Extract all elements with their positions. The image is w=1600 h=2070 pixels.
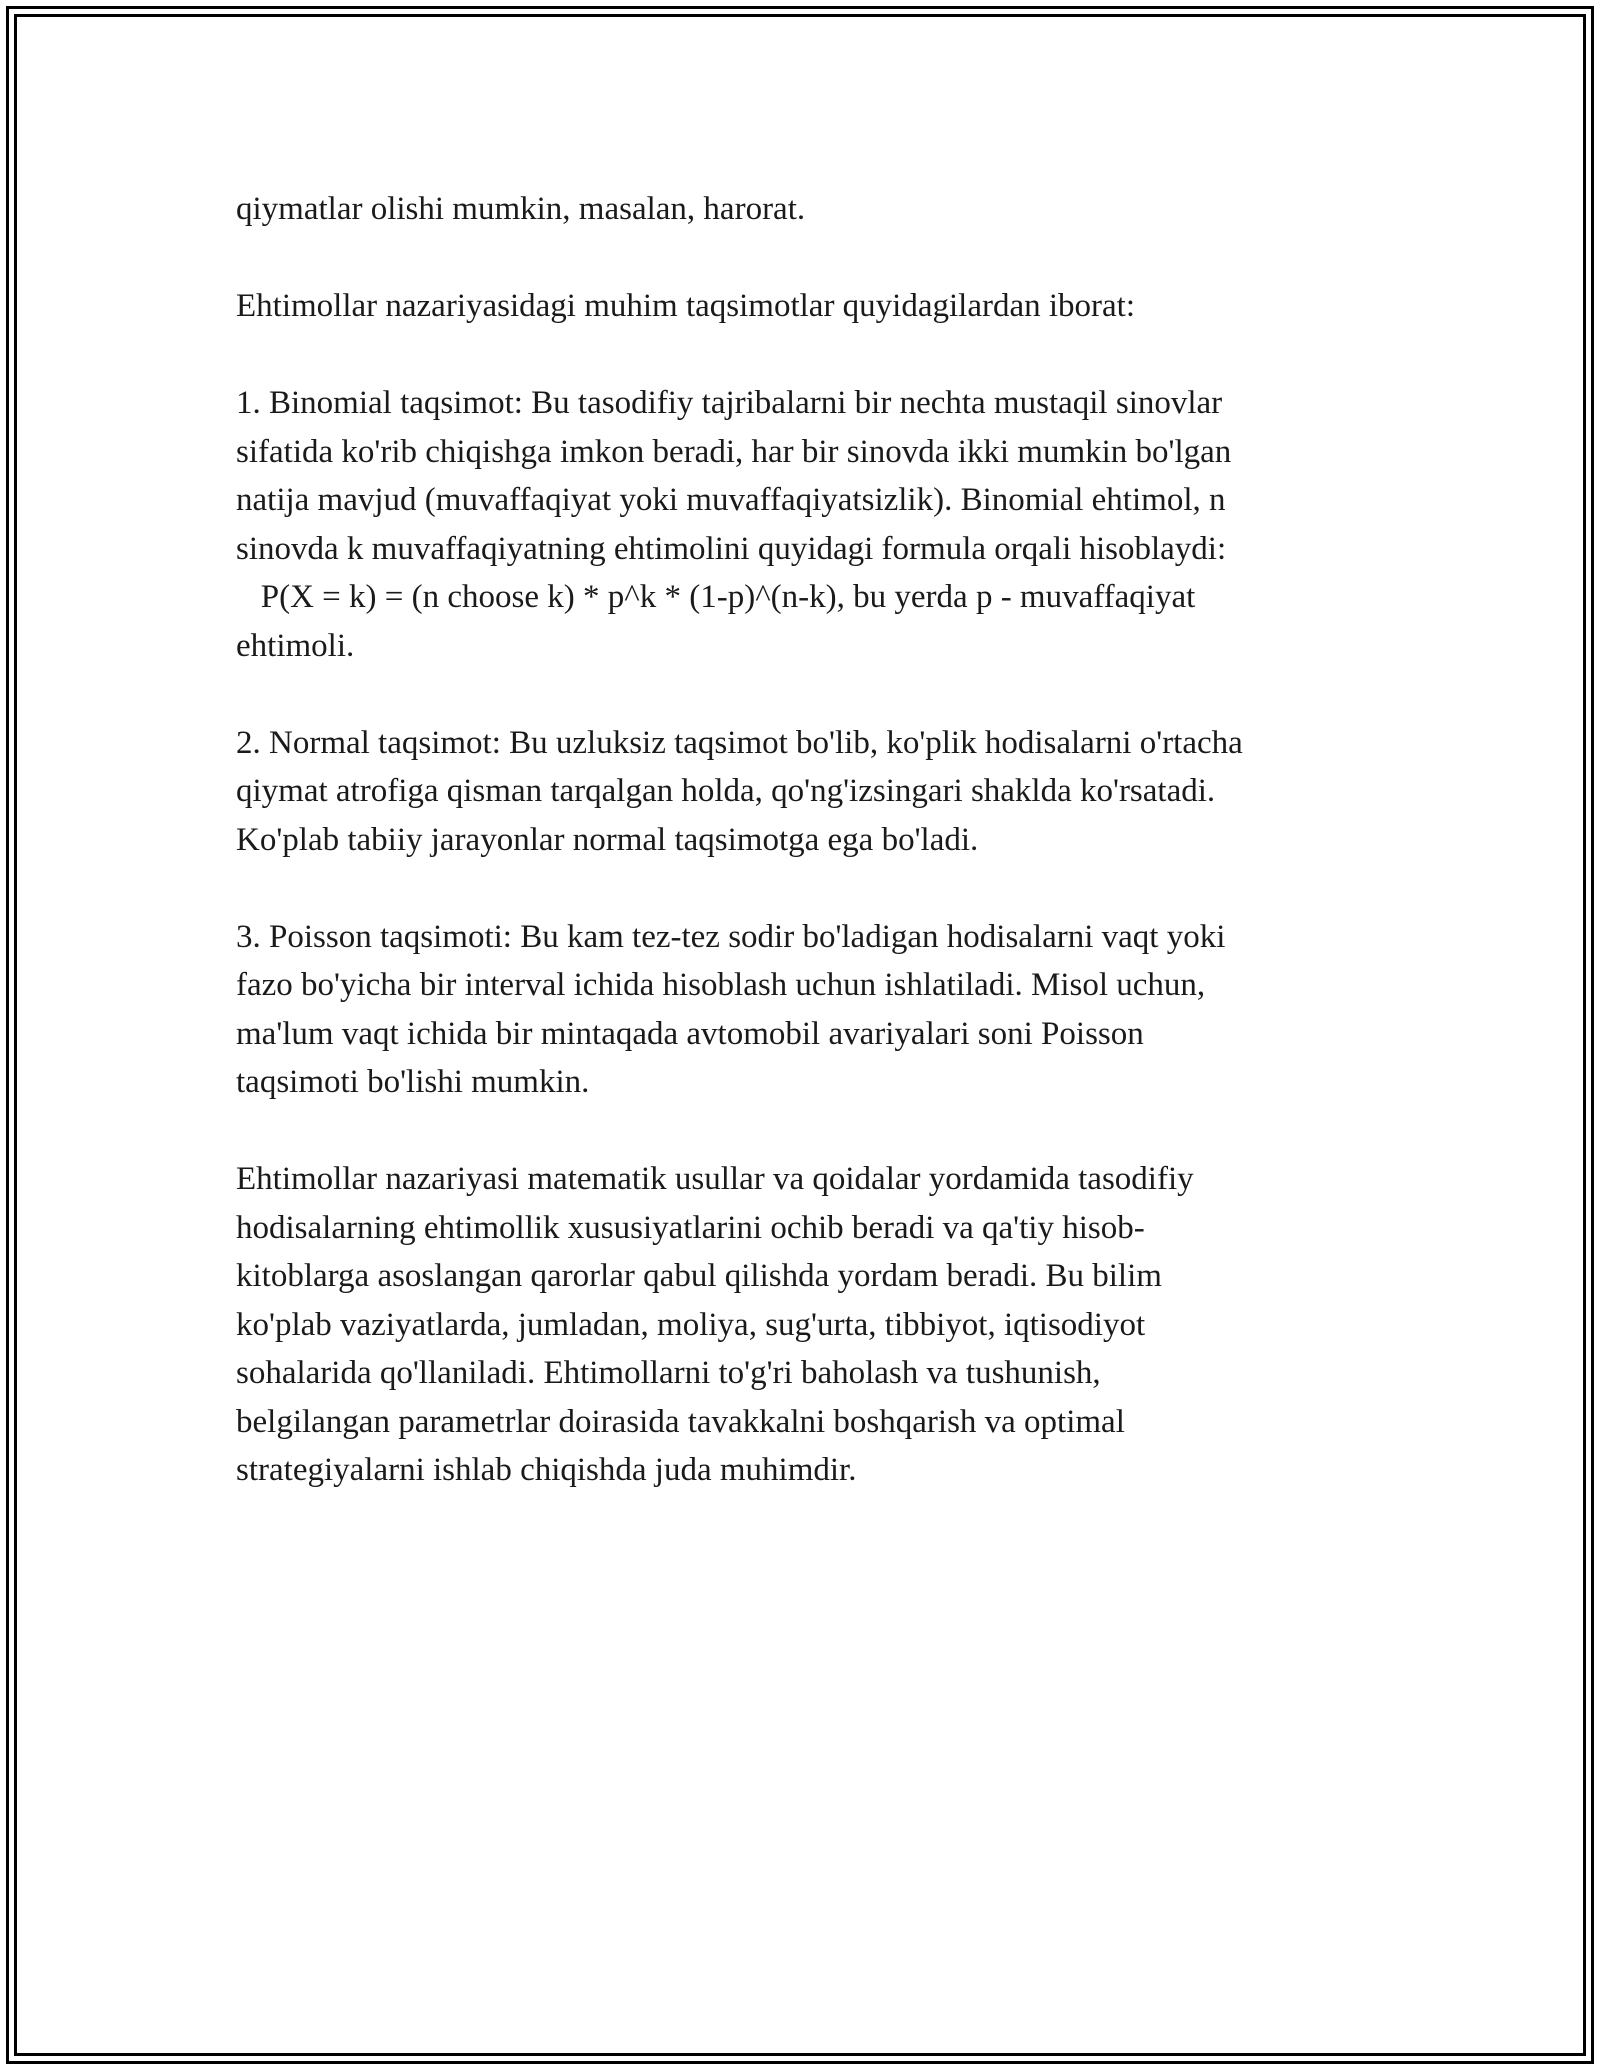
text-line: Ehtimollar nazariyasi matematik usullar va qoidalar yordamida tasodifiy — [236, 1161, 1194, 1197]
document-body — [236, 185, 1406, 1495]
text-line: belgilangan parametrlar doirasida tavakkalni boshqarish va optimal — [236, 1403, 1125, 1440]
paragraph-gap — [236, 234, 1406, 283]
text-line: 1. Binomial taqsimot: Bu tasodifiy tajribalarni bir nechta mustaqil sinovlar — [236, 385, 1223, 421]
binomial-formula-line: P(X = k) = (n choose k) * p^k * (1-p)^(n-k), bu yerda p - muvaffaqiyat — [236, 579, 1196, 615]
text-line: taqsimoti bo'lishi mumkin. — [236, 1064, 590, 1100]
text-line: strategiyalarni ishlab chiqishda juda muhimdir. — [236, 1452, 857, 1488]
paragraph-normal — [236, 719, 1406, 865]
paragraph-poisson — [236, 913, 1406, 1107]
text-line: fazo bo'yicha bir interval ichida hisoblash uchun ishlatiladi. Misol uchun, — [236, 967, 1206, 1003]
text-line: sifatida ko'rib chiqishga imkon beradi, har bir sinovda ikki mumkin bo'lgan — [236, 433, 1232, 470]
text-line: ehtimoli. — [236, 627, 355, 664]
paragraph-gap — [236, 670, 1406, 719]
text-line: sohalarida qo'llaniladi. Ehtimollarni to'g'ri baholash va tushunish, — [236, 1355, 1101, 1391]
text-line: Ko'plab tabiiy jarayonlar normal taqsimotga ega bo'ladi. — [236, 821, 979, 858]
text-line: Ehtimollar nazariyasidagi muhim taqsimotlar quyidagilardan iborat: — [236, 288, 1136, 324]
paragraph-gap — [236, 331, 1406, 380]
paragraph-gap — [236, 1107, 1406, 1156]
paragraph-binomial — [236, 379, 1406, 670]
paragraph-conclusion — [236, 1155, 1406, 1495]
paragraph-gap — [236, 864, 1406, 913]
text-line: 2. Normal taqsimot: Bu uzluksiz taqsimot bo'lib, ko'plik hodisalarni o'rtacha — [236, 724, 1243, 761]
paragraph-intro-continuation — [236, 185, 1406, 234]
text-line: 3. Poisson taqsimoti: Bu kam tez-tez sodir bo'ladigan hodisalarni vaqt yoki — [236, 918, 1226, 955]
paragraph-distributions-intro — [236, 282, 1406, 331]
text-line: ko'plab vaziyatlarda, jumladan, moliya, sug'urta, tibbiyot, iqtisodiyot — [236, 1306, 1146, 1343]
text-line: hodisalarning ehtimollik xususiyatlarini ochib beradi va qa'tiy hisob- — [236, 1209, 1145, 1246]
text-line: qiymatlar olishi mumkin, masalan, harorat. — [236, 191, 806, 227]
text-line: ma'lum vaqt ichida bir mintaqada avtomobil avariyalari soni Poisson — [236, 1015, 1144, 1052]
text-line: kitoblarga asoslangan qarorlar qabul qilishda yordam beradi. Bu bilim — [236, 1258, 1162, 1294]
text-line: natija mavjud (muvaffaqiyat yoki muvaffaqiyatsizlik). Binomial ehtimol, n — [236, 482, 1226, 518]
text-line: qiymat atrofiga qisman tarqalgan holda, qo'ng'izsingari shaklda ko'rsatadi. — [236, 773, 1216, 809]
text-line: sinovda k muvaffaqiyatning ehtimolini quyidagi formula orqali hisoblaydi: — [236, 530, 1227, 567]
